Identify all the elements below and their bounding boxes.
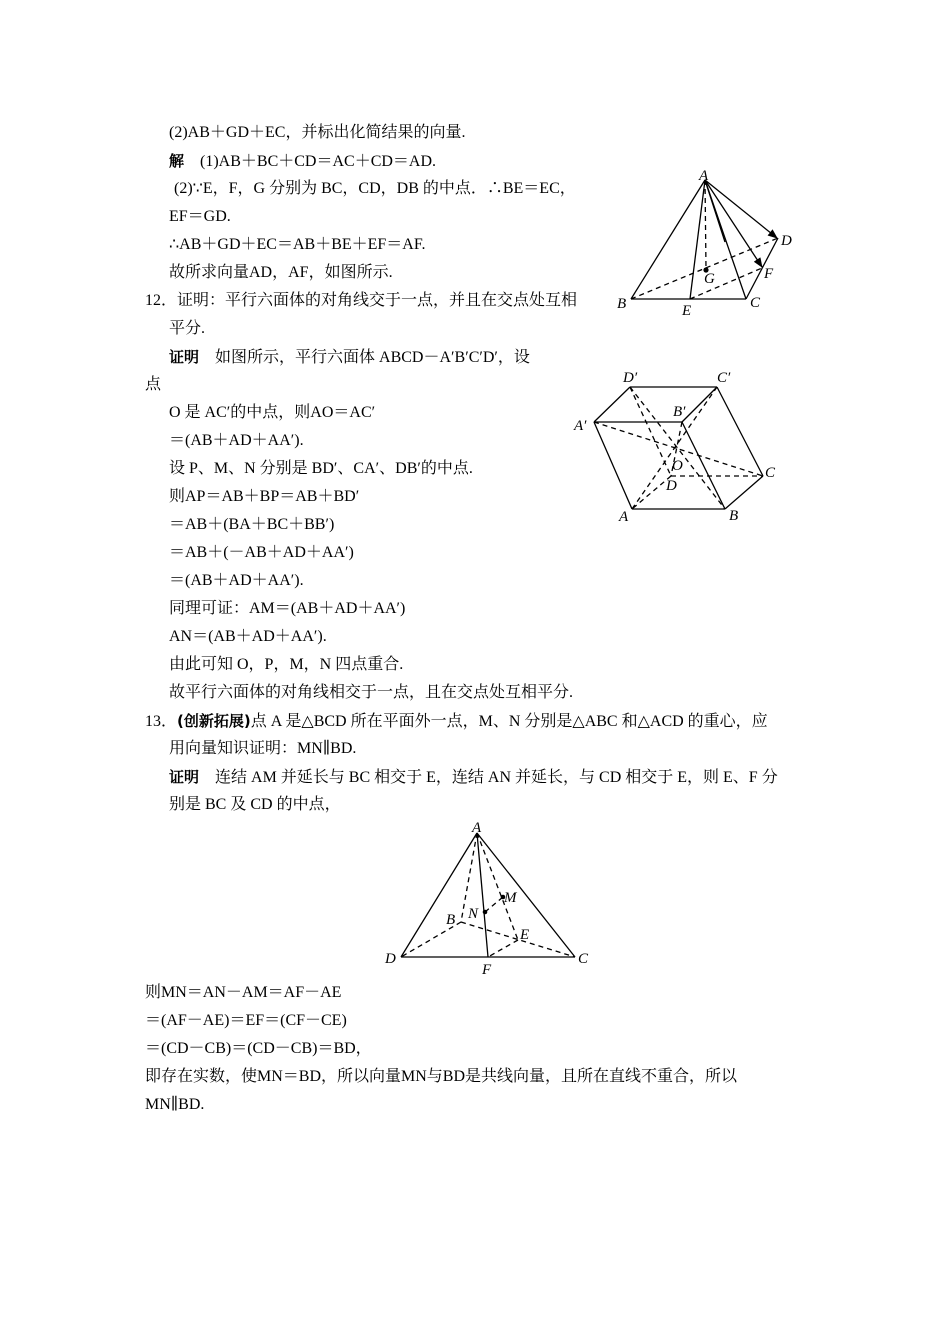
proof-label: 证明 xyxy=(169,348,200,366)
fig1-label-B: B xyxy=(617,296,627,312)
fig1-label-G: G xyxy=(704,271,715,287)
fig3-label-E: E xyxy=(520,927,530,943)
p12-question-text: 证明：平行六面体的对角线交于一点，并且在交点处互相 xyxy=(177,292,578,309)
p12-line-3: O 是 AC′的中点，则AO＝AC′ xyxy=(169,404,376,421)
fig1-label-E: E xyxy=(682,303,692,319)
fig2-label-C: C xyxy=(765,465,776,481)
p12-line-6: 则AP＝AB＋BP＝AB＋BD′ xyxy=(169,488,360,505)
fig1-label-C: C xyxy=(750,295,761,311)
fig2-label-D1: D′ xyxy=(623,370,638,386)
p13-line-2: 别是 BC 及 CD 的中点， xyxy=(169,796,341,813)
p13-line-3: 则MN＝AN－AM＝AF－AE xyxy=(145,984,342,1001)
proof-label: 证明 xyxy=(169,768,200,786)
figure-parallelepiped xyxy=(570,365,785,530)
fig2-label-B1: B′ xyxy=(673,404,686,420)
fig3-label-F: F xyxy=(482,962,492,978)
p13-tag: (创新拓展) xyxy=(177,712,251,730)
fig1-label-A: A xyxy=(699,168,709,184)
p12-line-1: 如图所示，平行六面体 ABCD－A′B′C′D′，设 xyxy=(215,349,530,366)
p12-line-2: 点 xyxy=(145,376,162,393)
p12-line-8: ＝AB＋(－AB＋AD＋AA′) xyxy=(169,544,354,561)
fig2-label-A1: A′ xyxy=(574,418,587,434)
p12-line-10: 同理可证：AM＝(AB＋AD＋AA′) xyxy=(169,600,406,617)
fig2-label-D: D xyxy=(666,478,677,494)
p12-line-7: ＝AB＋(BA＋BC＋BB′) xyxy=(169,516,335,533)
fig3-label-A: A xyxy=(472,820,482,836)
p13-question-line-2: 用向量知识证明：MN∥BD. xyxy=(169,740,357,757)
p11-line-4: EF＝GD. xyxy=(169,208,231,225)
p12-line-13: 故平行六面体的对角线相交于一点，且在交点处互相平分. xyxy=(169,684,574,701)
p12-line-9: ＝(AB＋AD＋AA′). xyxy=(169,572,304,589)
p11-solution-line xyxy=(169,151,436,172)
problem-number-13: 13． xyxy=(145,713,178,730)
fig1-label-F: F xyxy=(764,266,774,282)
figure-tetrahedron xyxy=(610,160,800,320)
p11-line-2: (1)AB＋BC＋CD＝AC＋CD＝AD. xyxy=(200,153,437,170)
p13-line-4: ＝(AF－AE)＝EF＝(CF－CE) xyxy=(145,1012,347,1029)
solution-label: 解 xyxy=(169,152,185,170)
fig3-label-M: M xyxy=(504,890,517,906)
fig3-label-C: C xyxy=(578,951,589,967)
p12-proof-line xyxy=(169,347,530,368)
p11-line-1: (2)AB＋GD＋EC，并标出化简结果的向量. xyxy=(169,124,466,141)
p11-line-5: ∴AB＋GD＋EC＝AB＋BE＋EF＝AF. xyxy=(169,236,426,253)
p13-question-text: 点 A 是△BCD 所在平面外一点，M、N 分别是△ABC 和△ACD 的重心，应 xyxy=(250,713,768,730)
p11-line-3: (2)∵E，F，G 分别为 BC，CD，DB 的中点．∴BE＝EC， xyxy=(174,180,576,197)
p13-line-1: 连结 AM 并延长与 BC 相交于 E，连结 AN 并延长，与 CD 相交于 E，则 E、F 分 xyxy=(215,769,778,786)
fig3-label-D: D xyxy=(385,951,396,967)
fig2-label-B: B xyxy=(729,508,739,524)
p12-line-4: ＝(AB＋AD＋AA′). xyxy=(169,432,304,449)
fig2-label-C1: C′ xyxy=(717,370,731,386)
p12-line-5: 设 P、M、N 分别是 BD′、CA′、DB′的中点. xyxy=(169,460,473,477)
p13-proof-line xyxy=(169,767,778,788)
p13-line-7: MN∥BD. xyxy=(145,1096,205,1113)
p13-line-6: 即存在实数，使MN＝BD，所以向量MN与BD是共线向量，且所在直线不重合，所以 xyxy=(145,1068,738,1085)
p12-line-11: AN＝(AB＋AD＋AA′). xyxy=(169,628,327,645)
p11-line-6: 故所求向量AD，AF，如图所示. xyxy=(169,264,393,281)
figure-tetrahedron-centroids xyxy=(380,815,595,980)
fig3-label-N: N xyxy=(468,906,479,922)
fig1-label-D: D xyxy=(781,233,792,249)
p12-line-12: 由此可知 O，P，M，N 四点重合. xyxy=(169,656,404,673)
fig2-label-A: A xyxy=(619,509,629,525)
fig2-label-O: O xyxy=(672,458,683,474)
fig3-label-B: B xyxy=(446,912,456,928)
problem-number-12: 12． xyxy=(145,292,178,309)
p13-question-line-1 xyxy=(145,711,768,732)
p13-line-5: ＝(CD－CB)＝(CD－CB)＝BD， xyxy=(145,1040,372,1057)
p12-question-line-2: 平分. xyxy=(169,320,206,337)
p12-question-line-1 xyxy=(145,291,577,311)
